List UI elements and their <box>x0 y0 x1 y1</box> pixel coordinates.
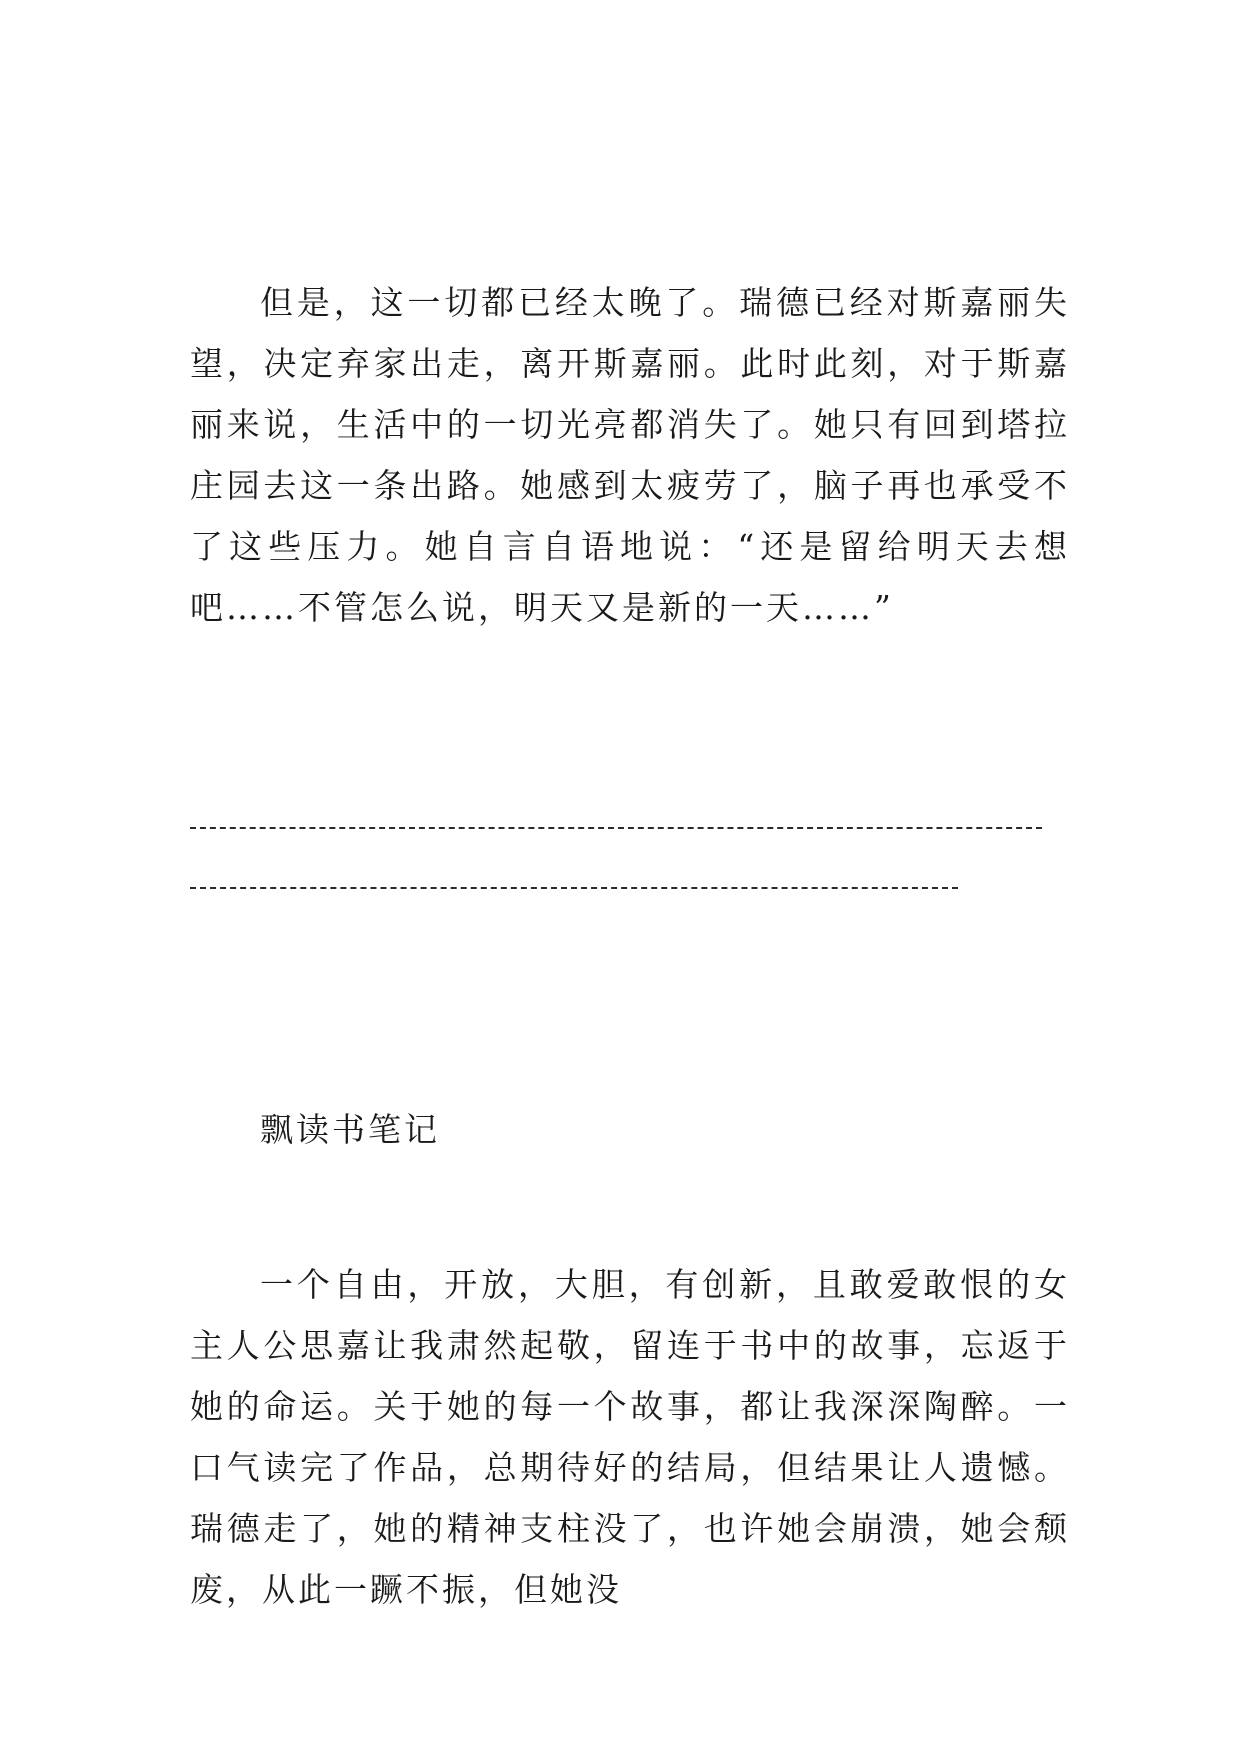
separator-line <box>190 827 1042 829</box>
body-paragraph: 一个自由，开放，大胆，有创新，且敢爱敢恨的女主人公思嘉让我肃然起敬，留连于书中的故事，忘返于她的命运。关于她的每一个故事，都让我深深陶醉。一口气读完了作品，总期待好的结局，但结果让人遗憾。瑞德走了，她的精神支柱没了，也许她会崩溃，她会颓废，从此一蹶不振，但她没 <box>190 1265 1070 1609</box>
section-heading: 飘读书笔记 <box>260 1110 440 1149</box>
body-paragraph: 但是，这一切都已经太晚了。瑞德已经对斯嘉丽失望，决定弃家出走，离开斯嘉丽。此时此刻，对于斯嘉丽来说，生活中的一切光亮都消失了。她只有回到塔拉庄园去这一条出路。她感到太疲劳了，脑子再也承受不了这些压力。她自言自语地说：“还是留给明天去想吧……不管怎么说，明天又是新的一天……” <box>190 283 1070 627</box>
separator-line <box>190 887 958 889</box>
